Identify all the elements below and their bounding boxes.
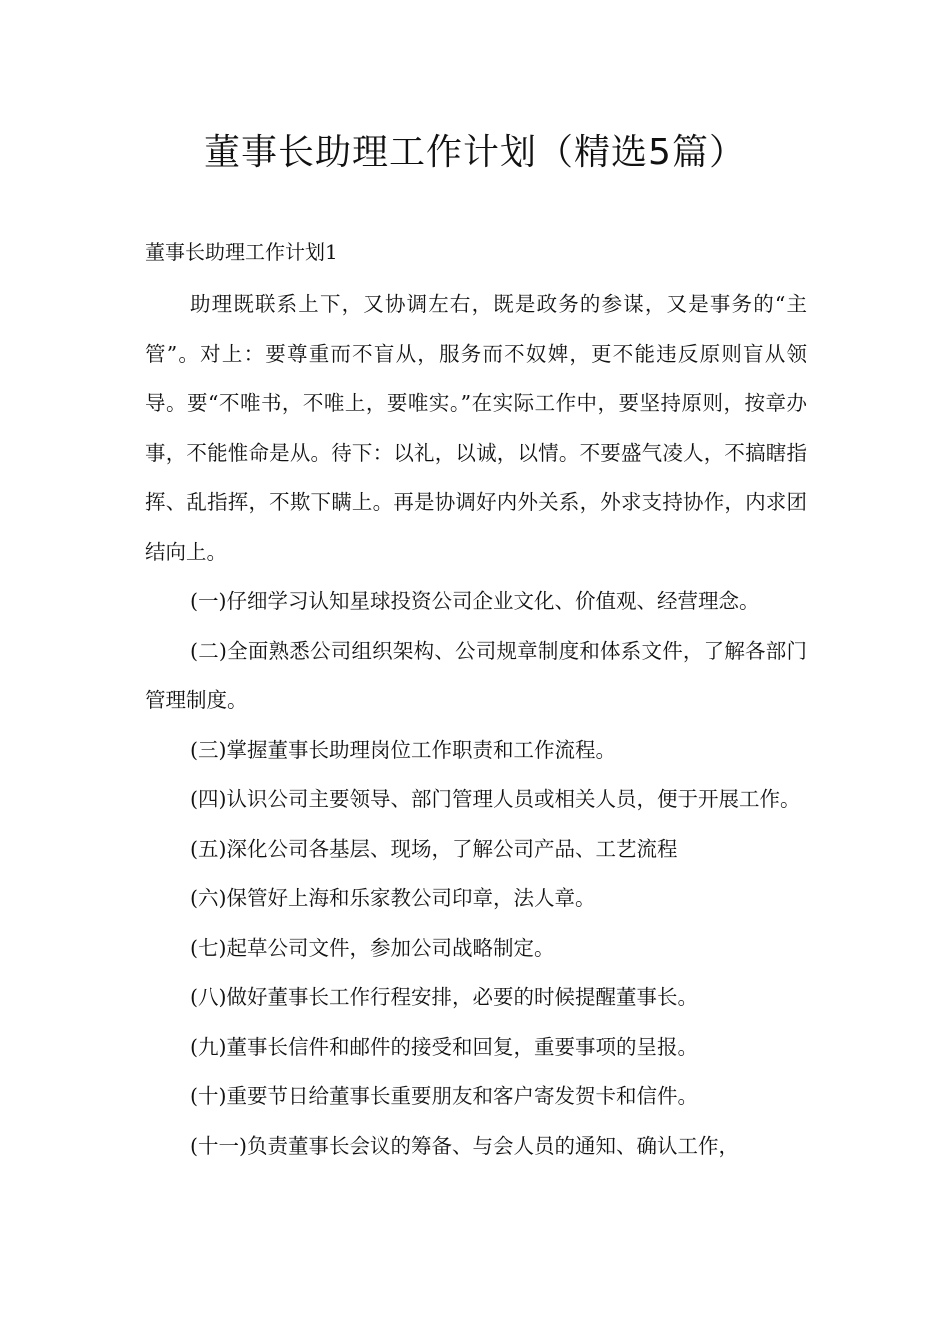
document-title: 董事长助理工作计划（精选5篇） <box>204 132 746 173</box>
list-item: (三)掌握董事长助理岗位工作职责和工作流程。 <box>190 737 616 762</box>
section-heading: 董事长助理工作计划1 <box>145 240 338 264</box>
list-item: (二)全面熟悉公司组织架构、公司规章制度和体系文件，了解各部门管理制度。 <box>145 638 807 712</box>
list-item: (六)保管好上海和乐家教公司印章，法人章。 <box>190 886 596 910</box>
list-item: (四)认识公司主要领导、部门管理人员或相关人员，便于开展工作。 <box>190 787 801 811</box>
list-item: (十一)负责董事长会议的筹备、与会人员的通知、确认工作， <box>190 1133 739 1158</box>
paragraph-intro: 助理既联系上下，又协调左右，既是政务的参谋，又是事务的“主管”。对上：要尊重而不盲从，服务而不奴婢，更不能违反原则盲从领导。要“不唯书，不唯上，要唯实。”在实际工作中，要坚持原则，按章办事，不能惟命是从。待下：以礼，以诚，以情。不要盛气凌人，不搞瞎指挥、乱指挥，不欺下瞒上。再是协调好内外关系，外求支持协作，内求团结向上。 <box>145 292 807 564</box>
list-item: (八)做好董事长工作行程安排，必要的时候提醒董事长。 <box>190 985 698 1009</box>
list-item: (五)深化公司各基层、现场，了解公司产品、工艺流程 <box>190 836 678 861</box>
list-item: (九)董事长信件和邮件的接受和回复，重要事项的呈报。 <box>190 1034 698 1059</box>
list-item: (一)仔细学习认知星球投资公司企业文化、价值观、经营理念。 <box>190 589 760 613</box>
list-item: (七)起草公司文件，参加公司战略制定。 <box>190 935 555 960</box>
list-item: (十)重要节日给董事长重要朋友和客户寄发贺卡和信件。 <box>190 1084 698 1108</box>
document-body <box>145 280 807 1171</box>
